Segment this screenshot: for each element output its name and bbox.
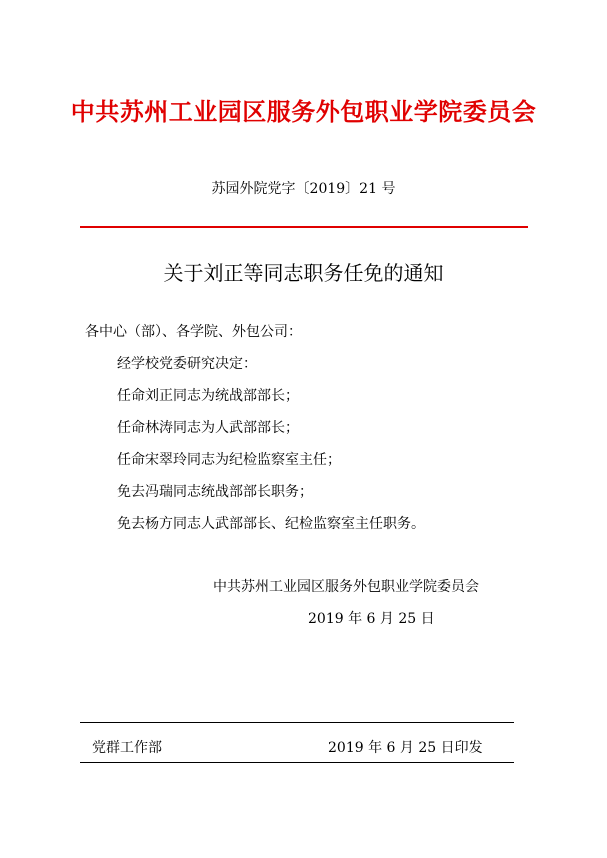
footer-bottom-rule [80,762,514,763]
footer-print-date: 2019 年 6 月 25 日印发 [328,740,483,756]
footer-top-rule [80,722,514,723]
document-number: 苏园外院党字〔2019〕21 号 [211,181,396,197]
body-line-decision: 经学校党委研究决定： [117,356,257,372]
footer-department: 党群工作部 [92,740,162,756]
body-line-appointment-3: 任命宋翠玲同志为纪检监察室主任； [117,452,341,468]
issuer-header: 中共苏州工业园区服务外包职业学院委员会 [70,98,537,126]
notice-title: 关于刘正等同志职务任免的通知 [163,261,444,285]
body-line-appointment-2: 任命林涛同志为人武部部长； [117,420,299,436]
body-line-removal-1: 免去冯瑞同志统战部部长职务； [117,484,313,500]
salutation: 各中心（部）、各学院、外包公司： [85,324,302,340]
body-line-removal-2: 免去杨方同志人武部部长、纪检监察室主任职务。 [117,516,425,532]
signature-organization: 中共苏州工业园区服务外包职业学院委员会 [213,579,479,595]
body-line-appointment-1: 任命刘正同志为统战部部长； [117,388,299,404]
signature-date: 2019 年 6 月 25 日 [308,611,435,627]
red-divider [80,226,528,228]
